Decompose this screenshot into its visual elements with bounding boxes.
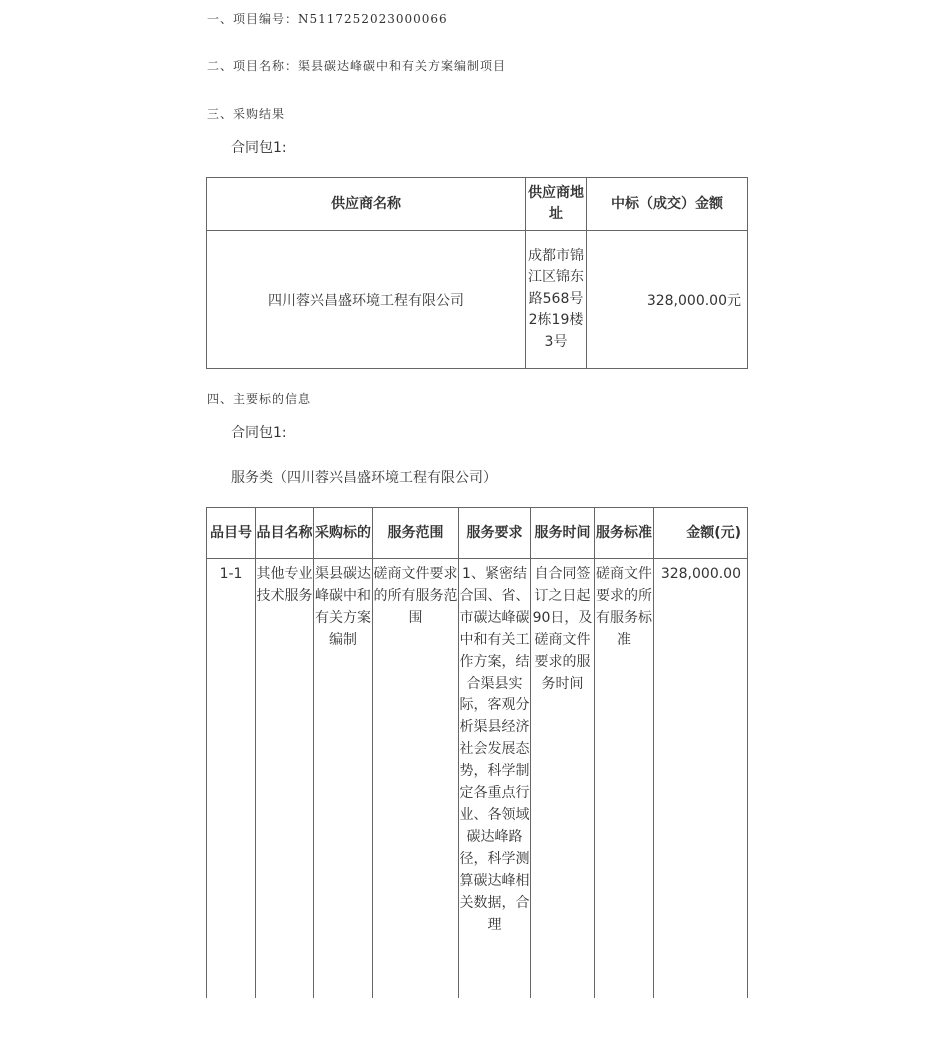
page-bottom-mask [0,998,950,1045]
header-bid-amount: 中标（成交）金额 [587,178,748,231]
header-supplier-address: 供应商地址 [526,178,587,231]
section-project-number: 一、项目编号：N5117252023000066 [207,12,448,26]
subject-table [206,507,748,1003]
result-table [206,177,748,369]
result-package-label: 合同包1: [231,140,287,156]
supplier-name: 四川蓉兴昌盛环境工程有限公司 [207,231,526,369]
section-project-name: 二、项目名称：渠县碳达峰碳中和有关方案编制项目 [207,59,507,73]
supplier-address: 成都市锦江区锦东路568号2栋19楼3号 [526,231,587,369]
header-standard: 服务标准 [595,508,654,559]
header-amount: 金额(元) [654,508,748,559]
service-scope: 磋商文件要求的所有服务范围 [373,559,459,1003]
header-scope: 服务范围 [373,508,459,559]
section-main-subject: 四、主要标的信息 [207,392,312,406]
service-category-label: 服务类（四川蓉兴昌盛环境工程有限公司） [231,470,497,486]
header-supplier-name: 供应商名称 [207,178,526,231]
header-item-no: 品目号 [207,508,256,559]
subject-table-header [207,508,748,559]
service-time: 自合同签订之日起90日，及磋商文件要求的服务时间 [531,559,595,1003]
table-row [207,231,748,369]
header-time: 服务时间 [531,508,595,559]
item-name: 其他专业技术服务 [256,559,314,1003]
service-standard: 磋商文件要求的所有服务标准 [595,559,654,1003]
result-table-header [207,178,748,231]
header-requirement: 服务要求 [459,508,531,559]
service-requirement: 1、紧密结合国、省、市碳达峰碳中和有关工作方案，结合渠县实际，客观分析渠县经济社会发展态势，科学制定各重点行业、各领域碳达峰路径，科学测算碳达峰相关数据，合理 [459,559,531,1003]
section-procurement-result: 三、采购结果 [207,107,286,121]
subject-package-label: 合同包1: [231,425,287,441]
item-no: 1-1 [207,559,256,1003]
header-item-name: 品目名称 [256,508,314,559]
table-row [207,559,748,1003]
header-target: 采购标的 [314,508,373,559]
item-amount: 328,000.00 [654,559,748,1003]
procurement-target: 渠县碳达峰碳中和有关方案编制 [314,559,373,1003]
bid-amount: 328,000.00元 [587,231,748,369]
